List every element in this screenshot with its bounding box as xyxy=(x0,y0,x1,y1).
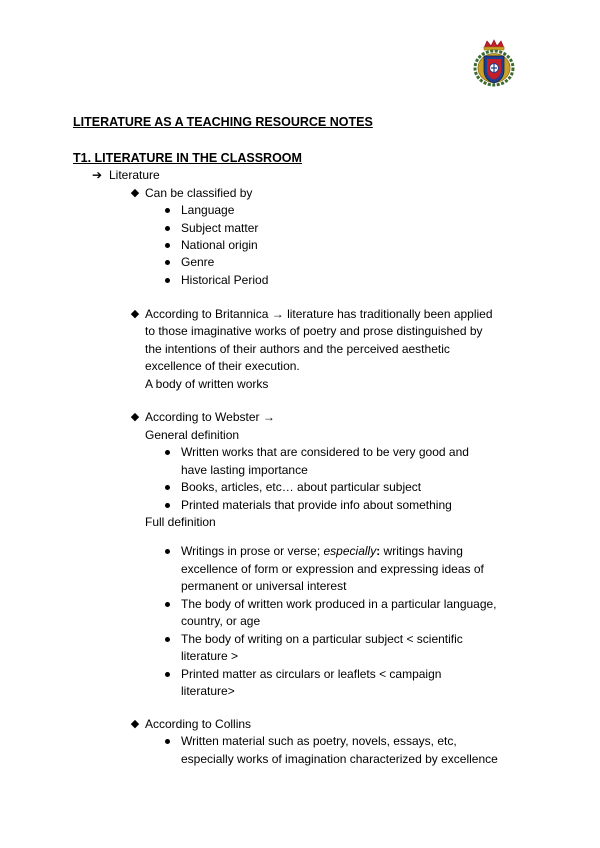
bullet-dot-icon xyxy=(165,739,170,744)
list-item-continuation: excellence of form or expression and expressing ideas of xyxy=(181,562,484,576)
britannica-line: excellence of their execution. xyxy=(145,359,300,373)
text-span: writings having xyxy=(380,544,463,558)
university-crest-icon xyxy=(472,38,516,88)
list-item: Genre xyxy=(181,255,215,269)
list-item-continuation: literature > xyxy=(181,649,239,663)
bullet-dot-icon xyxy=(165,602,170,607)
list-item: Written material such as poetry, novels, essays, etc, xyxy=(181,734,457,748)
text-span: Writings in prose or verse; xyxy=(181,544,324,558)
classified-label: Can be classified by xyxy=(145,186,253,200)
bullet-dot-icon xyxy=(165,278,170,283)
bullet-dot-icon xyxy=(165,450,170,455)
list-item: Subject matter xyxy=(181,221,259,235)
bold-colon: : xyxy=(376,544,381,558)
arrow-bullet-icon: ➔ xyxy=(91,168,103,182)
section-heading: T1. LITERATURE IN THE CLASSROOM xyxy=(73,151,302,165)
bullet-dot-icon xyxy=(165,226,170,231)
list-item: National origin xyxy=(181,238,258,252)
britannica-body: A body of written works xyxy=(145,377,269,391)
diamond-bullet-icon: ◆ xyxy=(130,187,140,199)
bullet-dot-icon xyxy=(165,243,170,248)
bullet-dot-icon xyxy=(165,672,170,677)
bullet-dot-icon xyxy=(165,208,170,213)
emphasis-text: especially xyxy=(323,544,377,558)
list-item: Language xyxy=(181,203,235,217)
diamond-bullet-icon: ◆ xyxy=(130,308,140,320)
list-item: Books, articles, etc… about particular subject xyxy=(181,480,422,494)
webster-label: According to Webster → xyxy=(145,410,275,424)
document-title: LITERATURE AS A TEACHING RESOURCE NOTES xyxy=(73,115,373,129)
bullet-dot-icon xyxy=(165,549,170,554)
list-item: Written works that are considered to be very good and xyxy=(181,445,469,459)
britannica-line: the intentions of their authors and the perceived aesthetic xyxy=(145,342,450,356)
list-item-continuation: country, or age xyxy=(181,614,261,628)
list-item: The body of writing on a particular subject < scientific xyxy=(181,632,463,646)
collins-label: According to Collins xyxy=(145,717,252,731)
diamond-bullet-icon: ◆ xyxy=(130,411,140,423)
list-item: Historical Period xyxy=(181,273,269,287)
diamond-bullet-icon: ◆ xyxy=(130,718,140,730)
list-item: The body of written work produced in a particular language, xyxy=(181,597,497,611)
list-item-continuation: especially works of imagination characterized by excellence xyxy=(181,752,498,766)
full-definition-label: Full definition xyxy=(145,515,216,529)
bullet-dot-icon xyxy=(165,485,170,490)
list-item-continuation: literature> xyxy=(181,684,235,698)
bullet-dot-icon xyxy=(165,260,170,265)
general-definition-label: General definition xyxy=(145,428,240,442)
britannica-line: to those imaginative works of poetry and prose distinguished by xyxy=(145,324,483,338)
list-item xyxy=(181,543,463,559)
britannica-line: According to Britannica → literature has traditionally been applied xyxy=(145,307,493,321)
list-item-continuation: have lasting importance xyxy=(181,463,308,477)
bullet-dot-icon xyxy=(165,503,170,508)
list-item: Printed matter as circulars or leaflets < campaign xyxy=(181,667,442,681)
list-item: Printed materials that provide info about something xyxy=(181,498,452,512)
literature-label: Literature xyxy=(109,168,160,182)
bullet-dot-icon xyxy=(165,637,170,642)
list-item-continuation: permanent or universal interest xyxy=(181,579,347,593)
